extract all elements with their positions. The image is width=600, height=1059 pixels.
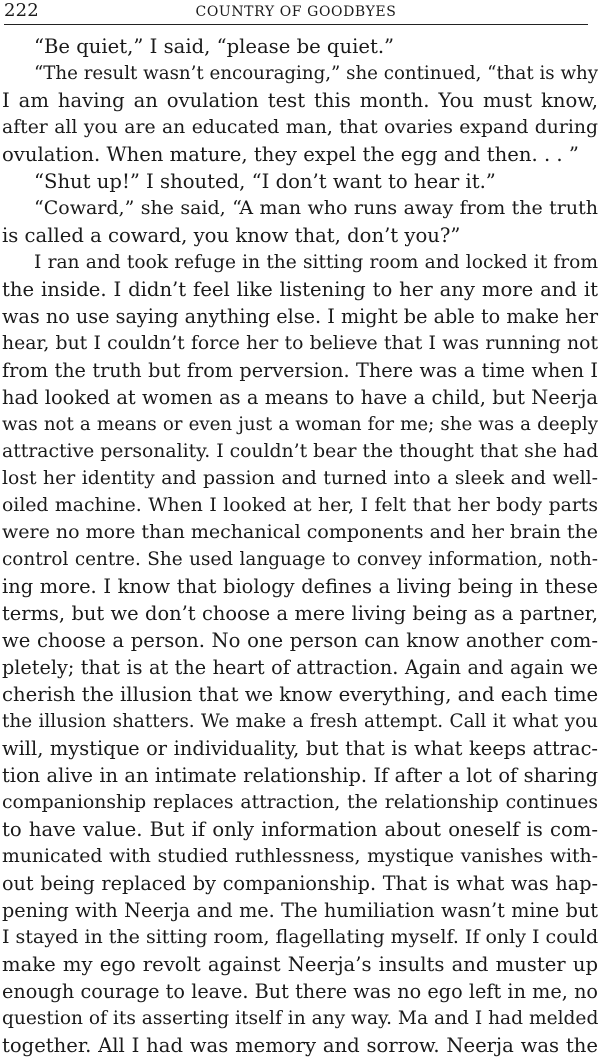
text-line: “Be quiet,” I said, “please be quiet.” <box>34 35 395 58</box>
text-line: the inside. I didn’t feel like listening to her any more and it <box>2 278 598 301</box>
text-line: is called a coward, you know that, don’t you?” <box>2 224 461 247</box>
text-line: was no use saying anything else. I might be able to make her <box>2 305 598 328</box>
text-line: oiled machine. When I looked at her, I felt that her body parts <box>2 495 598 516</box>
text-line: “Shut up!” I shouted, “I don’t want to hear it.” <box>34 170 496 193</box>
text-line: hear, but I couldn’t force her to believe that I was running not <box>2 333 598 354</box>
text-line: lost her identity and passion and turned into a sleek and well- <box>2 468 598 489</box>
text-line: make my ego revolt against Neerja’s insults and muster up <box>2 953 598 976</box>
text-line: the illusion shatters. We make a fresh attempt. Call it what you <box>2 711 598 732</box>
text-line: was not a means or even just a woman for me; she was a deeply <box>2 414 598 435</box>
text-line: enough courage to leave. But there was no ego left in me, no <box>2 980 598 1003</box>
text-line: cherish the illusion that we know everything, and each time <box>2 683 599 706</box>
text-line: question of its asserting itself in any way. Ma and I had melded <box>2 1008 599 1029</box>
text-line: tion alive in an intimate relationship. If after a lot of sharing <box>2 764 598 787</box>
text-line: from the truth but from perversion. There was a time when I <box>2 359 598 382</box>
page-number: 222 <box>4 0 39 21</box>
text-line: attractive personality. I couldn’t bear the thought that she had <box>2 441 599 462</box>
text-line: terms, but we don’t choose a mere living being as a partner, <box>2 602 598 625</box>
running-head <box>4 0 588 25</box>
text-line: ovulation. When mature, they expel the egg and then. . . ” <box>2 143 579 166</box>
text-line: “Coward,” she said, “A man who runs away from the truth <box>34 197 598 219</box>
text-line: “The result wasn’t encouraging,” she continued, “that is why <box>34 63 598 84</box>
text-line: will, mystique or individuality, but that is what keeps attrac- <box>2 737 598 760</box>
text-line: I stayed in the sitting room, flagellating myself. If only I could <box>2 926 599 948</box>
text-line: control centre. She used language to convey information, noth- <box>2 549 598 570</box>
text-line: together. All I had was memory and sorrow. Neerja was the <box>2 1034 598 1057</box>
text-line: were no more than mechanical components and her brain the <box>2 521 599 543</box>
text-line: we choose a person. No one person can know another com- <box>2 629 598 652</box>
text-line: companionship replaces attraction, the relationship continues <box>2 792 598 813</box>
text-line: I ran and took refuge in the sitting room and locked it from <box>34 252 598 273</box>
text-line: pletely; that is at the heart of attraction. Again and again we <box>2 656 598 679</box>
text-line: had looked at women as a means to have a child, but Neerja <box>2 386 598 409</box>
text-line: ing more. I know that biology defines a living being in these <box>2 575 598 598</box>
text-line: pening with Neerja and me. The humiliation wasn’t mine but <box>2 899 598 922</box>
text-line: I am having an ovulation test this month. You must know, <box>2 89 598 112</box>
text-line: to have value. But if only information about oneself is com- <box>2 818 598 841</box>
running-head-title: COUNTRY OF GOODBYES <box>195 4 397 20</box>
text-line: after all you are an educated man, that ovaries expand during <box>2 117 598 138</box>
text-line: out being replaced by companionship. That is what was hap- <box>2 872 598 895</box>
text-line: municated with studied ruthlessness, mystique vanishes with- <box>2 846 598 867</box>
body-text <box>2 33 598 1059</box>
